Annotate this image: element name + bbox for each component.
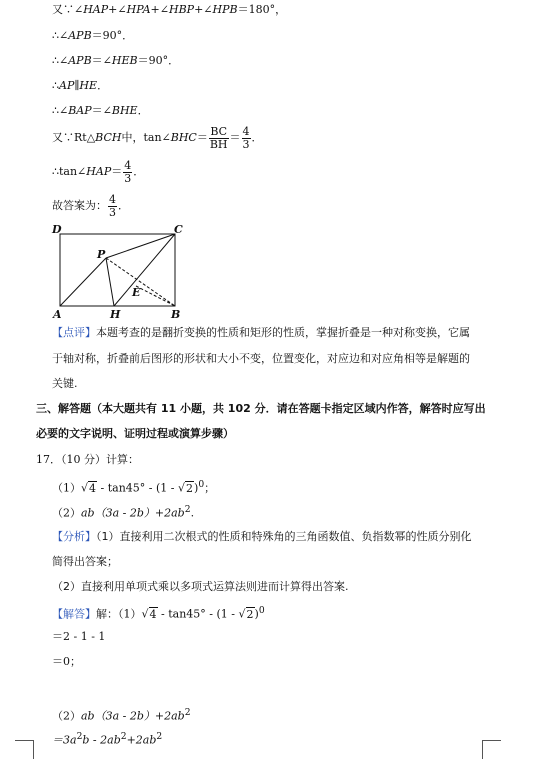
value: 90° [148, 54, 169, 67]
expression: +2ab [126, 733, 157, 747]
numerator: 4 [242, 124, 250, 138]
solution-part-2-step [52, 727, 162, 751]
fraction-bc-bh [209, 126, 229, 151]
analysis-tag: 【分析】 [52, 530, 96, 543]
text: tan∠ [143, 131, 171, 144]
angle-name: APB [68, 29, 92, 42]
label-e: E [132, 286, 141, 299]
solution-text: 解：（1） [96, 607, 142, 621]
angle-name: HBP [168, 3, 195, 16]
analysis-text: （2）直接利用单项式乘以多项式运算法则进而计算得出答案. [52, 580, 349, 593]
denominator: 3 [109, 205, 116, 219]
comment-text: 关键. [52, 377, 78, 390]
angle-name: APB [68, 54, 92, 67]
label-d: D [52, 223, 62, 236]
radicand: 2 [186, 481, 194, 495]
triangle-name: BCH [95, 131, 122, 144]
analysis-line-2 [52, 555, 118, 569]
angle-name: BHC [170, 131, 197, 144]
text: ∴tan∠ [52, 165, 87, 178]
expr-text: - tan45° - (1 - [157, 607, 239, 621]
analysis-text: 简得出答案； [52, 555, 118, 568]
analysis-line-1 [52, 530, 472, 544]
proof-line-4: ∴AP∥HE． [52, 79, 109, 92]
angle-name: HAP [86, 165, 112, 178]
comment-tag: 【点评】 [52, 326, 96, 339]
solution-tag: 【解答】 [52, 607, 96, 621]
question-17-part-1: （1）√4 - tan45° - (1 - √2)$^0$； [52, 479, 216, 495]
expr-text: ； [204, 481, 216, 495]
step-text: ＝2 - 1 - 1 [52, 630, 106, 643]
comment-line-2 [52, 352, 470, 366]
value: 90° [102, 29, 123, 42]
proof-line-2: ∴∠APB＝90°． [52, 29, 134, 42]
crop-mark-bottom-right [482, 740, 501, 759]
expr-text: . [190, 506, 195, 520]
expr-text: ) [194, 481, 199, 495]
exponent: 2 [184, 707, 191, 718]
angle-name: HAP [83, 3, 109, 16]
solution-line-1: 【解答】解：（1）√4 - tan45° - (1 - √2)$^0$ [52, 605, 265, 621]
section-3-title [36, 402, 486, 416]
answer-label: 故答案为： [52, 199, 107, 212]
label-h: H [110, 308, 121, 321]
radicand: 4 [89, 481, 97, 495]
question-heading-text: 17．（10 分）计算： [36, 453, 139, 466]
label-b: B [171, 308, 181, 321]
answer-line: 故答案为： $\frac{4}{3}$ ． [52, 192, 129, 219]
proof-line-1: 又∵∠HAP+∠HPA+∠HBP+∠HPB＝180°， [52, 3, 287, 16]
exponent: 2 [76, 731, 83, 742]
part-label: （1） [52, 481, 81, 495]
segment-ph [106, 258, 114, 306]
segment-pb-dashed [106, 258, 175, 306]
exponent: 0 [198, 479, 205, 490]
rectangle-abcd [60, 234, 175, 306]
proof-line-5: ∴∠BAP＝∠BHE． [52, 104, 149, 117]
parallel-statement: AP∥HE [59, 79, 98, 92]
text: 又∵∠ [52, 3, 84, 16]
angle-name: HPB [212, 3, 238, 16]
analysis-text: （1）直接利用二次根式的性质和特殊角的三角函数值、负指数幂的性质分别化 [96, 530, 472, 543]
expr-text: ) [254, 607, 259, 621]
angle-name: BAP [68, 104, 92, 117]
part-label: （2） [52, 506, 81, 520]
value: 180° [248, 3, 276, 16]
fraction-4-3 [242, 126, 251, 151]
expression: ＝3a [52, 733, 77, 747]
label-a: A [53, 308, 62, 321]
label-p: P [97, 248, 106, 261]
comment-line-1 [52, 326, 470, 340]
label-c: C [174, 223, 183, 236]
expression: b - 2ab [82, 733, 121, 747]
text: 中， [121, 131, 144, 144]
section-3-title-2 [36, 427, 234, 441]
geometry-figure [50, 222, 190, 322]
section-title-text: 必要的文字说明、证明过程或演算步骤） [36, 427, 234, 440]
solution-step-2 [52, 655, 81, 669]
segment-ap [60, 258, 106, 306]
part-label: （2） [52, 709, 81, 723]
question-17-part-2 [52, 500, 194, 524]
answer-fraction [108, 194, 117, 219]
crop-mark-bottom-left [15, 740, 34, 759]
numerator: 4 [124, 158, 132, 172]
denominator: 3 [124, 171, 132, 185]
comment-text: 本题考查的是翻折变换的性质和矩形的性质，掌握折叠是一种对称变换，它属 [96, 326, 470, 339]
exponent: 2 [120, 731, 127, 742]
comment-text: 于轴对称，折叠前后图形的形状和大小不变，位置变化，对应边和对应角相等是解题的 [52, 352, 470, 365]
angle-name: BHE [111, 104, 138, 117]
numerator: BC [210, 124, 228, 138]
proof-line-3: ∴∠APB＝∠HEB＝90°． [52, 54, 180, 67]
angle-name: HPA [126, 3, 151, 16]
text: 又∵Rt△ [52, 131, 96, 144]
denominator: BH [209, 137, 228, 151]
analysis-line-3 [52, 580, 349, 594]
solution-step-1 [52, 630, 105, 644]
proof-line-6: 又∵Rt△BCH中，tan∠BHC＝ $\frac{BC}{BH}$ ＝ $\frac{4}{3}$ ． [52, 124, 263, 151]
question-17-heading [36, 453, 139, 467]
segment-eb-dashed [136, 286, 175, 306]
denominator: 3 [242, 137, 250, 151]
proof-line-7: ∴tan∠HAP＝ $\frac{4}{3}$ ． [52, 158, 145, 185]
radicand: 2 [246, 607, 254, 621]
fraction-4-3 [123, 160, 132, 185]
expr-text: - tan45° - (1 - [97, 481, 178, 495]
exponent: 2 [156, 731, 163, 742]
comment-line-3 [52, 377, 78, 391]
section-title-text: 三、解答题（本大题共有 11 小题，共 102 分．请在答题卡指定区域内作答，解答时应写出 [36, 402, 486, 415]
step-text: ＝0； [52, 655, 81, 668]
exponent: 2 [184, 504, 191, 515]
angle-name: HEB [111, 54, 138, 67]
solution-part-2 [52, 703, 191, 727]
expression: ab（3a - 2b）+2ab [81, 709, 185, 723]
radicand: 4 [149, 607, 157, 621]
expression: ab（3a - 2b）+2ab [81, 506, 185, 520]
exponent: 0 [258, 605, 265, 616]
numerator: 4 [109, 192, 116, 206]
